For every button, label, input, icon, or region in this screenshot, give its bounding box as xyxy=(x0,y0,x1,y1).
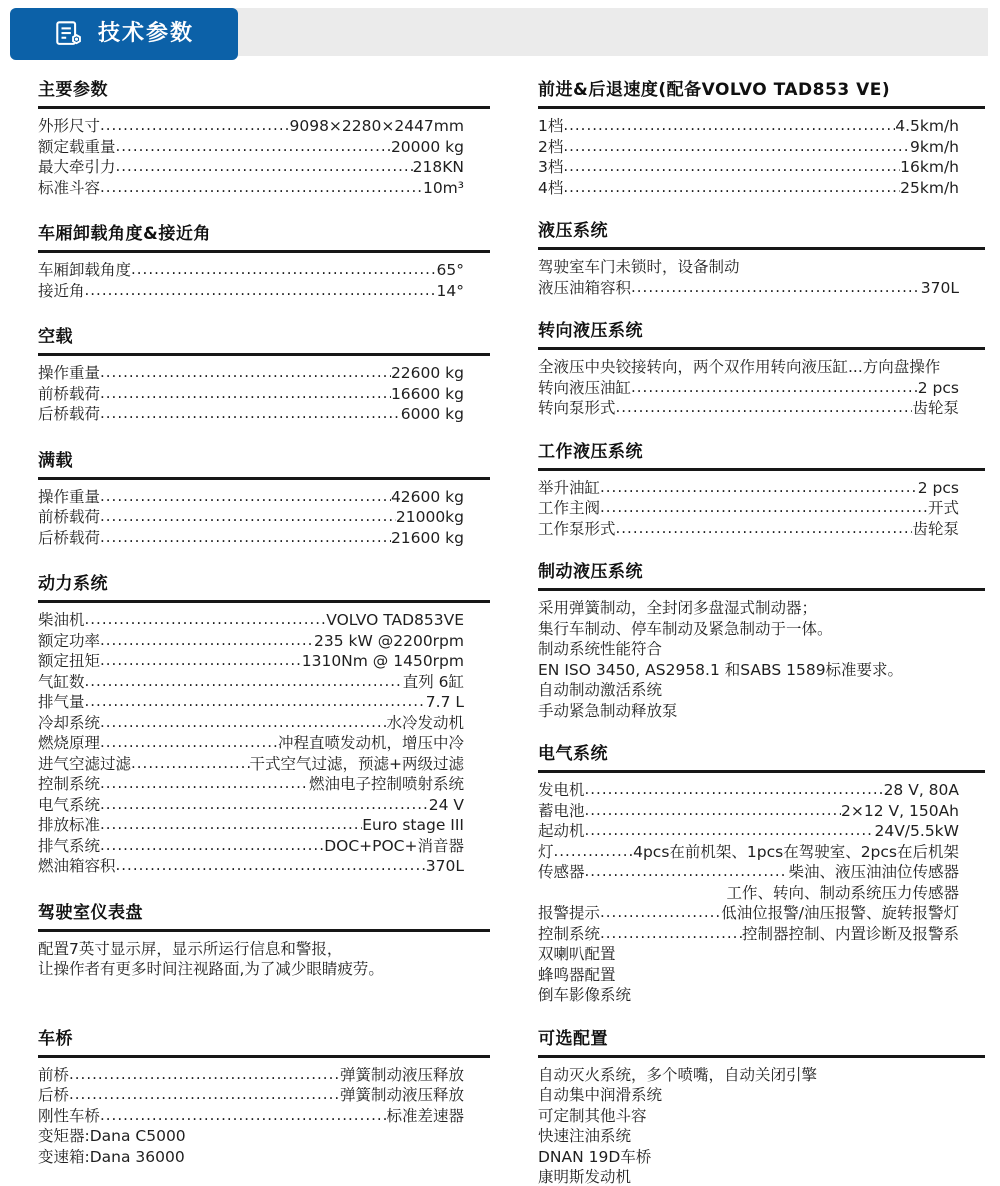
section-rule xyxy=(538,247,985,250)
spec-value: VOLVO TAD853VE xyxy=(326,611,464,629)
spec-value: 10m³ xyxy=(422,178,464,197)
spec-value: DOC+POC+消音器 xyxy=(324,836,464,855)
spec-label: 蓄电池 xyxy=(538,801,585,820)
spec-row xyxy=(38,1085,464,1106)
spec-value: 燃油电子控制喷射系统 xyxy=(308,775,464,793)
dot-leader xyxy=(100,527,391,548)
spec-row xyxy=(38,836,464,857)
spec-section-right-0 xyxy=(538,80,985,198)
spec-value: 218KN xyxy=(412,158,464,176)
spec-label: 额定功率 xyxy=(38,631,101,650)
dot-leader xyxy=(85,691,426,712)
spec-label: 额定扭矩 xyxy=(38,652,101,670)
spec-row xyxy=(38,651,464,672)
document-gear-icon xyxy=(54,19,84,49)
spec-label: 后桥载荷 xyxy=(38,528,101,547)
spec-label: 接近角 xyxy=(38,281,85,300)
section-title: 空载 xyxy=(38,327,73,347)
spec-text-line: EN ISO 3450, AS2958.1 和SABS 1589标准要求。 xyxy=(538,660,904,679)
spec-text-line: 配置7英寸显示屏，显示所运行信息和警报， xyxy=(38,939,343,958)
spec-label: 2档 xyxy=(538,137,564,156)
spec-value: 24 V xyxy=(428,795,464,814)
spec-section-left-5 xyxy=(38,903,490,980)
spec-value: 齿轮泵 xyxy=(912,519,959,538)
spec-value: 柴油、液压油油位传感器 xyxy=(788,863,959,881)
spec-row xyxy=(38,363,464,384)
spec-row xyxy=(538,478,959,499)
spec-value: 标准差速器 xyxy=(386,1106,464,1125)
section-rule xyxy=(38,929,490,932)
section-rows xyxy=(38,610,490,877)
dot-leader xyxy=(585,861,789,882)
spec-section-left-3 xyxy=(38,451,490,549)
dot-leader xyxy=(131,259,437,280)
section-title: 工作液压系统 xyxy=(538,441,643,462)
spec-row xyxy=(38,178,464,199)
dot-leader xyxy=(100,814,362,835)
spec-label: 转向液压油缸 xyxy=(538,378,632,397)
dot-leader xyxy=(116,136,391,157)
spec-value: 开式 xyxy=(927,499,959,517)
spec-row xyxy=(38,1065,464,1086)
spec-label: 转向泵形式 xyxy=(538,399,616,417)
section-rows xyxy=(538,357,985,419)
section-rows xyxy=(38,487,490,549)
section-rows xyxy=(38,260,490,301)
spec-row xyxy=(538,903,959,924)
section-rule xyxy=(38,1055,490,1058)
dot-leader xyxy=(100,1105,386,1126)
spec-row xyxy=(538,519,959,540)
spec-label: 燃油箱容积 xyxy=(38,857,116,875)
spec-value: 65° xyxy=(436,261,464,279)
section-title: 转向液压系统 xyxy=(538,321,643,341)
spec-value: 370L xyxy=(425,857,464,875)
dot-leader xyxy=(69,1084,340,1105)
spec-section-left-4 xyxy=(38,574,490,877)
spec-row xyxy=(538,780,959,801)
section-rows xyxy=(538,116,985,198)
spec-row xyxy=(538,137,959,158)
spec-label: 举升油缸 xyxy=(538,478,601,497)
section-rows xyxy=(538,598,985,721)
spec-value: 齿轮泵 xyxy=(912,399,959,417)
spec-row xyxy=(538,498,959,519)
spec-label: 前桥载荷 xyxy=(38,384,101,403)
dot-leader xyxy=(100,835,324,856)
spec-label: 1档 xyxy=(538,117,564,135)
spec-row xyxy=(38,260,464,281)
spec-row xyxy=(38,754,464,775)
page-title-tab xyxy=(10,8,238,60)
section-title: 满载 xyxy=(38,450,73,471)
spec-label: 排气系统 xyxy=(38,836,101,855)
spec-text-line: 自动灭火系统，多个喷嘴，自动关闭引擎 xyxy=(538,1065,818,1084)
spec-value: 水冷发动机 xyxy=(386,713,464,732)
dot-leader xyxy=(616,397,913,418)
spec-value: 21000kg xyxy=(395,508,464,526)
dot-leader xyxy=(100,712,386,733)
section-rows xyxy=(38,1065,490,1168)
spec-value: 6000 kg xyxy=(400,405,464,423)
spec-text-line: 双喇叭配置 xyxy=(538,945,616,963)
section-title: 动力系统 xyxy=(38,574,108,594)
spec-value: 42600 kg xyxy=(390,487,464,506)
section-title: 前进&后退速度(配备VOLVO TAD853 VE) xyxy=(538,80,891,100)
spec-value: 低油位报警/油压报警、旋转报警灯 xyxy=(721,904,959,922)
spec-text-line: 倒车影像系统 xyxy=(538,986,632,1004)
dot-leader xyxy=(100,732,278,753)
spec-row xyxy=(538,116,959,137)
spec-label: 液压油箱容积 xyxy=(538,278,632,297)
spec-value: 235 kW @2200rpm xyxy=(314,631,464,650)
dot-leader xyxy=(100,486,391,507)
spec-value: 16km/h xyxy=(900,158,959,176)
spec-value: 干式空气过滤，预滤+两级过滤 xyxy=(249,754,464,773)
dot-leader xyxy=(85,280,437,301)
spec-label: 报警提示 xyxy=(538,904,601,922)
section-title: 液压系统 xyxy=(538,221,608,241)
dot-leader xyxy=(554,841,634,862)
section-rule xyxy=(38,250,490,253)
left-column xyxy=(38,80,490,1186)
section-rule xyxy=(538,468,985,471)
spec-label: 控制系统 xyxy=(38,775,101,793)
spec-label: 刚性车桥 xyxy=(38,1106,101,1125)
spec-section-right-4 xyxy=(538,562,985,721)
spec-label: 操作重量 xyxy=(38,364,101,382)
section-rule xyxy=(538,588,985,591)
spec-value: 1310Nm @ 1450rpm xyxy=(301,652,464,670)
spec-row xyxy=(38,404,464,425)
spec-row xyxy=(38,1106,464,1127)
spec-row xyxy=(38,774,464,795)
section-rows xyxy=(38,363,490,425)
section-rule xyxy=(38,353,490,356)
spec-section-right-6 xyxy=(538,1029,985,1186)
spec-section-right-3 xyxy=(538,442,985,540)
spec-row xyxy=(38,815,464,836)
spec-text-line: 自动制动激活系统 xyxy=(538,681,663,699)
spec-value: 冲程直喷发动机，增压中冷 xyxy=(277,734,464,752)
section-rule xyxy=(38,477,490,480)
spec-columns xyxy=(38,80,985,1186)
spec-value: 弹簧制动液压释放 xyxy=(339,1086,464,1104)
spec-text-line: 变矩器:Dana C5000 xyxy=(38,1127,186,1145)
spec-row xyxy=(38,795,464,816)
spec-section-left-6 xyxy=(38,1029,490,1168)
dot-leader xyxy=(100,773,309,794)
section-title: 车桥 xyxy=(38,1028,73,1049)
spec-row xyxy=(38,507,464,528)
dot-leader xyxy=(563,115,895,136)
spec-row xyxy=(38,672,464,693)
spec-value: 14° xyxy=(436,281,464,300)
spec-value: 22600 kg xyxy=(390,364,464,382)
spec-label: 起动机 xyxy=(538,822,585,840)
spec-label: 标准斗容 xyxy=(38,178,101,197)
section-title: 可选配置 xyxy=(538,1028,608,1049)
section-rows xyxy=(38,939,490,980)
spec-row xyxy=(38,610,464,631)
spec-label: 前桥载荷 xyxy=(38,508,101,526)
dot-leader xyxy=(585,800,842,821)
dot-leader xyxy=(100,650,302,671)
spec-label: 冷却系统 xyxy=(38,713,101,732)
spec-label: 外形尺寸 xyxy=(38,117,101,135)
spec-text-line: 集行车制动、停车制动及紧急制动于一体。 xyxy=(538,619,833,638)
spec-label: 车厢卸载角度 xyxy=(38,261,132,279)
dot-leader xyxy=(131,753,249,774)
spec-label: 控制系统 xyxy=(538,924,601,943)
spec-section-left-0 xyxy=(38,80,490,198)
spec-text-line: 让操作者有更多时间注视路面,为了减少眼睛疲劳。 xyxy=(38,960,384,978)
spec-section-right-1 xyxy=(538,221,985,298)
dot-leader xyxy=(631,277,921,298)
spec-text-line: 蜂鸣器配置 xyxy=(538,965,616,984)
spec-row xyxy=(38,733,464,754)
spec-label: 操作重量 xyxy=(38,487,101,506)
spec-value: 25km/h xyxy=(900,178,959,197)
section-rule xyxy=(538,106,985,109)
spec-row xyxy=(538,842,959,863)
spec-value: 16600 kg xyxy=(390,384,464,403)
spec-value: 370L xyxy=(920,278,959,297)
section-title: 驾驶室仪表盘 xyxy=(38,902,143,923)
spec-value: 2 pcs xyxy=(917,478,959,497)
spec-label: 发电机 xyxy=(538,781,585,799)
dot-leader xyxy=(585,820,875,841)
section-title: 车厢卸载角度&接近角 xyxy=(38,224,211,244)
spec-row xyxy=(38,528,464,549)
spec-label: 柴油机 xyxy=(38,611,85,629)
dot-leader xyxy=(631,377,918,398)
right-column xyxy=(538,80,985,1186)
spec-text-line: 工作、转向、制动系统压力传感器 xyxy=(726,883,959,902)
spec-text-line: 康明斯发动机 xyxy=(538,1168,632,1186)
page-title: 技术参数 xyxy=(97,21,194,46)
spec-label: 工作主阀 xyxy=(538,499,601,517)
spec-value: 21600 kg xyxy=(390,528,464,547)
spec-row xyxy=(538,862,959,883)
spec-label: 进气空滤过滤 xyxy=(38,754,132,773)
spec-text-line: 全液压中央铰接转向，两个双作用转向液压缸...方向盘操作 xyxy=(538,358,941,376)
header-bar xyxy=(225,8,988,56)
dot-leader xyxy=(563,136,910,157)
spec-text-line: 驾驶室车门未锁时，设备制动 xyxy=(538,258,740,276)
spec-value: 20000 kg xyxy=(390,137,464,156)
spec-row xyxy=(38,384,464,405)
spec-label: 排放标准 xyxy=(38,816,101,834)
spec-row xyxy=(538,821,959,842)
dot-leader xyxy=(100,383,391,404)
section-rows xyxy=(38,116,490,198)
section-title: 电气系统 xyxy=(538,744,608,764)
spec-row xyxy=(538,178,959,199)
spec-label: 后桥 xyxy=(38,1086,70,1104)
spec-label: 3档 xyxy=(538,158,564,176)
spec-row xyxy=(38,137,464,158)
spec-row xyxy=(38,692,464,713)
spec-value: 4pcs在前机架、1pcs在驾驶室、2pcs在后机架 xyxy=(633,842,959,861)
spec-label: 燃烧原理 xyxy=(38,734,101,752)
spec-value: 7.7 L xyxy=(425,693,464,711)
spec-row xyxy=(38,281,464,302)
dot-leader xyxy=(100,630,314,651)
spec-row xyxy=(38,713,464,734)
spec-row xyxy=(538,801,959,822)
spec-row xyxy=(38,856,464,877)
dot-leader xyxy=(69,1064,340,1085)
dot-leader xyxy=(600,902,721,923)
spec-value: Euro stage III xyxy=(362,816,464,834)
spec-text-line: DNAN 19D车桥 xyxy=(538,1147,652,1166)
spec-text-line: 快速注油系统 xyxy=(538,1127,632,1145)
dot-leader xyxy=(600,923,742,944)
dot-leader xyxy=(600,497,928,518)
spec-row xyxy=(38,116,464,137)
dot-leader xyxy=(100,115,289,136)
spec-label: 传感器 xyxy=(538,863,585,881)
spec-label: 前桥 xyxy=(38,1065,70,1084)
spec-row xyxy=(38,157,464,178)
spec-value: 9km/h xyxy=(910,137,959,156)
spec-label: 排气量 xyxy=(38,693,85,711)
dot-leader xyxy=(116,156,413,177)
spec-value: 24V/5.5kW xyxy=(874,822,959,840)
spec-row xyxy=(38,631,464,652)
spec-row xyxy=(38,487,464,508)
spec-section-right-2 xyxy=(538,321,985,419)
spec-row xyxy=(538,378,959,399)
spec-value: 弹簧制动液压释放 xyxy=(339,1065,464,1084)
spec-label: 4档 xyxy=(538,178,564,197)
dot-leader xyxy=(116,855,426,876)
section-rule xyxy=(538,1055,985,1058)
spec-value: 2 pcs xyxy=(917,378,959,397)
dot-leader xyxy=(563,177,900,198)
spec-row xyxy=(538,398,959,419)
dot-leader xyxy=(100,177,423,198)
section-rule xyxy=(538,347,985,350)
section-rule xyxy=(538,770,985,773)
dot-leader xyxy=(85,609,327,630)
dot-leader xyxy=(563,156,900,177)
spec-section-right-5 xyxy=(538,744,985,1006)
spec-value: 2×12 V, 150Ah xyxy=(841,801,959,820)
spec-text-line: 可定制其他斗容 xyxy=(538,1106,647,1125)
section-rows xyxy=(538,780,985,1006)
spec-text-line: 手动紧急制动释放泵 xyxy=(538,701,678,720)
spec-section-left-1 xyxy=(38,224,490,301)
spec-value: 控制器控制、内置诊断及报警系 xyxy=(741,924,959,943)
spec-text-line: 变速箱:Dana 36000 xyxy=(38,1147,185,1166)
spec-label: 气缸数 xyxy=(38,672,85,691)
spec-value: 4.5km/h xyxy=(895,117,959,135)
dot-leader xyxy=(100,362,391,383)
dot-leader xyxy=(600,477,918,498)
spec-label: 工作泵形式 xyxy=(538,519,616,538)
spec-value: 直列 6缸 xyxy=(402,672,464,691)
spec-row xyxy=(538,157,959,178)
spec-text-line: 自动集中润滑系统 xyxy=(538,1086,663,1104)
spec-label: 后桥载荷 xyxy=(38,405,101,423)
section-rows xyxy=(538,1065,985,1186)
spec-text-line: 制动系统性能符合 xyxy=(538,640,663,658)
dot-leader xyxy=(85,671,403,692)
section-rule xyxy=(38,106,490,109)
section-rows xyxy=(538,257,985,298)
dot-leader xyxy=(100,506,396,527)
spec-section-left-2 xyxy=(38,327,490,425)
spec-label: 最大牵引力 xyxy=(38,158,116,176)
dot-leader xyxy=(100,403,401,424)
page-header xyxy=(10,8,988,58)
dot-leader xyxy=(616,518,913,539)
spec-value: 9098×2280×2447mm xyxy=(289,117,464,135)
spec-text-line: 采用弹簧制动，全封闭多盘湿式制动器； xyxy=(538,599,818,617)
spec-row xyxy=(538,278,959,299)
dot-leader xyxy=(100,794,429,815)
section-rows xyxy=(538,478,985,540)
section-title: 主要参数 xyxy=(38,80,108,100)
dot-leader xyxy=(585,779,884,800)
spec-label: 电气系统 xyxy=(38,795,101,814)
spec-value: 28 V, 80A xyxy=(883,781,959,799)
section-rule xyxy=(38,600,490,603)
spec-label: 额定载重量 xyxy=(38,137,116,156)
spec-label: 灯 xyxy=(538,842,554,861)
spec-row xyxy=(538,924,959,945)
section-title: 制动液压系统 xyxy=(538,562,643,582)
